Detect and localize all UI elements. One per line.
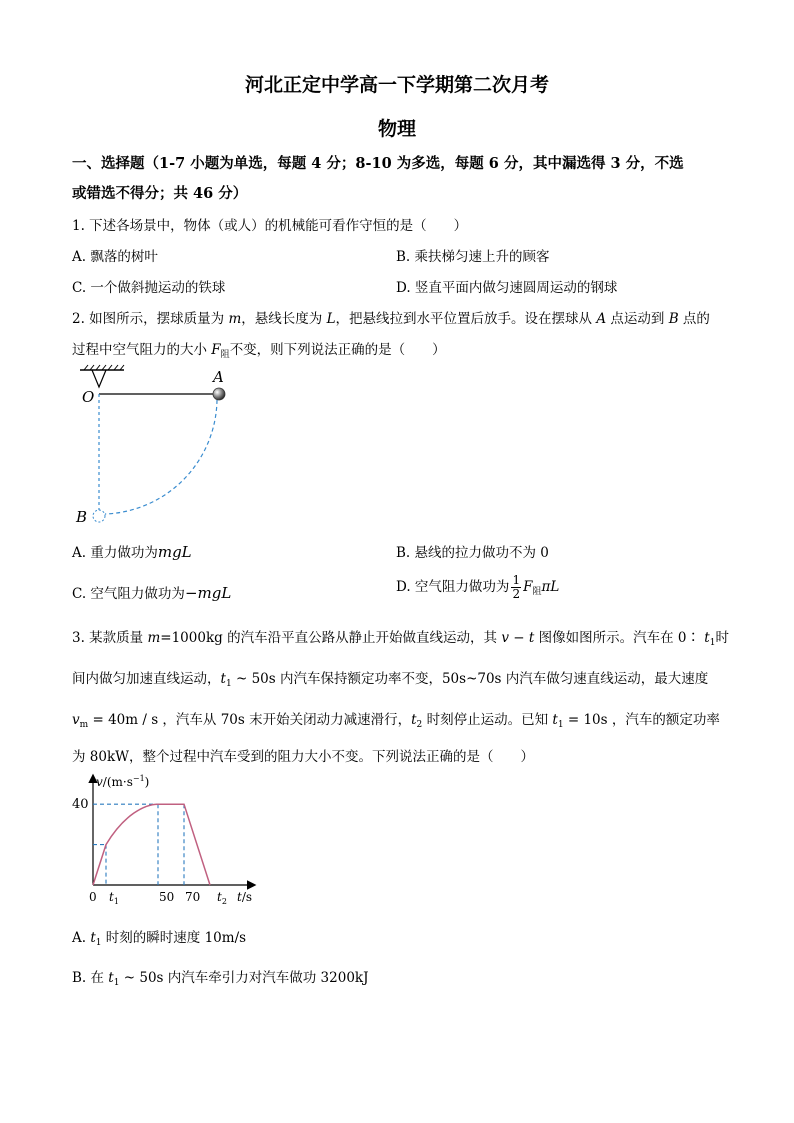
q3-var-t2-sub: 2 [416, 720, 423, 730]
q3-var-t1: t [704, 630, 710, 646]
q2-point-a: A [596, 311, 607, 327]
q1-option-b: B. 乘扶梯匀速上升的顾客 [396, 249, 550, 265]
q2-option-b: B. 悬线的拉力做功不为 0 [396, 545, 549, 561]
q3-option-b-t-sub: 1 [113, 978, 120, 988]
q3-stem-part: 间内做匀加速直线运动， [72, 671, 221, 687]
q3-stem-line4: 为 80kW，整个过程中汽车受到的阻力大小不变。下列说法正确的是（ ） [72, 749, 535, 765]
q2-option-d-F-sub: 阻 [532, 587, 542, 597]
q2-option-c-math: −mgL [184, 584, 232, 602]
q3-stem-part: = 40m / s ，汽车从 70s 末开始关闭动力减速滑行， [88, 712, 412, 728]
section-heading-line2: 或错选不得分；共 46 分） [72, 185, 248, 202]
q3-stem-part: =1000kg 的汽车沿平直公路从静止开始做直线运动，其 [160, 630, 502, 646]
q2-option-d [396, 574, 559, 601]
x-axis-label: t/s [237, 890, 253, 904]
swing-arc [105, 400, 217, 514]
q3-var-t1: t [220, 671, 226, 687]
y-axis-label: $v/(m\cdot s^{-1})$ [96, 774, 150, 789]
q2-stem-part: 点的 [678, 311, 710, 327]
q2-var-L: L [326, 311, 336, 327]
q2-var-F: F [211, 342, 221, 358]
q1-option-c: C. 一个做斜抛运动的铁球 [72, 280, 226, 296]
q2-var-F-sub: 阻 [220, 350, 230, 360]
fraction-numerator: 1 [512, 573, 521, 587]
q3-option-b [72, 966, 369, 988]
x-tick-t2: $t_2$ [217, 890, 227, 906]
q2-option-c-text: C. 空气阻力做功为 [72, 586, 185, 602]
q1-option-a: A. 飘落的树叶 [72, 249, 158, 265]
q3-stem-part: 图像如图所示。汽车在 0∶ [534, 630, 705, 646]
q2-stem-line1 [72, 307, 710, 327]
q3-option-a-t-sub: 1 [95, 938, 102, 948]
q3-var-t1-sub: 1 [557, 720, 564, 730]
q2-stem-part: ，把悬线拉到水平位置后放手。设在摆球从 [335, 311, 597, 327]
q2-option-d-F: F [523, 579, 533, 595]
pendulum-ball [213, 388, 225, 400]
q3-stem-part: ~ 50s 内汽车保持额定功率不变，50s~70s 内汽车做匀速直线运动，最大速度 [231, 671, 709, 687]
q3-option-a-prefix: A. [72, 930, 91, 946]
q2-stem-part: 2. 如图所示，摆球质量为 [72, 311, 229, 327]
ball-position-b [93, 510, 105, 522]
q3-stem-part: = 10s ，汽车的额定功率 [563, 712, 720, 728]
q2-var-m: m [228, 311, 242, 327]
q3-stem-part: 时刻停止运动。已知 [422, 712, 553, 728]
q3-var-vt: v − t [501, 630, 535, 646]
q3-stem-line3 [72, 708, 720, 730]
q2-point-b: B [668, 311, 679, 327]
q3-var-t2: t [411, 712, 417, 728]
fraction-denominator: 2 [512, 587, 521, 601]
q3-stem-line1 [72, 626, 729, 648]
q2-option-a [72, 541, 192, 561]
q2-stem-part: 点运动到 [606, 311, 669, 327]
q3-var-m: m [147, 630, 161, 646]
q3-option-a-t: t [90, 930, 96, 946]
q2-option-a-text: A. 重力做功为 [72, 545, 158, 561]
q3-stem-part: 3. 某款质量 [72, 630, 148, 646]
q3-option-b-t: t [108, 970, 114, 986]
q2-stem-part: ，悬线长度为 [241, 311, 327, 327]
q2-option-d-text: D. 空气阻力做功为 [396, 579, 510, 595]
q2-option-a-math: mgL [157, 543, 192, 561]
x-tick-50: 50 [159, 890, 175, 904]
q3-stem-line2 [72, 667, 708, 689]
q2-stem-part: 不变，则下列说法正确的是（ ） [229, 342, 446, 358]
label-a: A [213, 368, 224, 386]
q3-option-a-text: 时刻的瞬时速度 10m/s [101, 930, 247, 946]
x-tick-70: 70 [185, 890, 201, 904]
subject-title: 物理 [377, 118, 416, 140]
q1-option-d: D. 竖直平面内做匀速圆周运动的钢球 [396, 280, 618, 296]
velocity-curve [93, 804, 210, 885]
x-tick-0: 0 [89, 890, 97, 904]
q3-var-t1-sub: 1 [225, 679, 232, 689]
q2-option-c [72, 582, 231, 602]
section-heading-line1: 一、选择题（1-7 小题为单选，每题 4 分；8-10 为多选，每题 6 分，其中漏选得 3 分，不选 [72, 155, 684, 172]
q3-var-v-sub: m [79, 720, 89, 730]
q1-stem: 1. 下述各场景中，物体（或人）的机械能可看作守恒的是（ ） [72, 218, 468, 234]
q3-option-b-text: ~ 50s 内汽车牵引力对汽车做功 3200kJ [119, 970, 369, 986]
q2-stem-line2 [72, 338, 446, 360]
y-tick-40: 40 [72, 797, 89, 812]
label-b: B [76, 508, 88, 526]
q3-var-t1-sub: 1 [709, 638, 716, 648]
fraction-half [511, 574, 521, 601]
q3-var-v: v [72, 712, 80, 728]
vt-chart [68, 772, 268, 908]
label-o: O [82, 388, 95, 406]
pivot-support [92, 370, 106, 387]
q2-stem-part: 过程中空气阻力的大小 [72, 342, 212, 358]
q3-option-b-prefix: B. 在 [72, 970, 109, 986]
pendulum-figure [72, 364, 242, 530]
document-title: 河北正定中学高一下学期第二次月考 [244, 74, 549, 96]
q3-var-t1: t [552, 712, 558, 728]
x-tick-t1: $t_1$ [109, 890, 119, 906]
q3-option-a [72, 926, 246, 948]
q2-option-d-rest: πL [541, 579, 560, 595]
q3-stem-part: 时 [715, 630, 729, 646]
